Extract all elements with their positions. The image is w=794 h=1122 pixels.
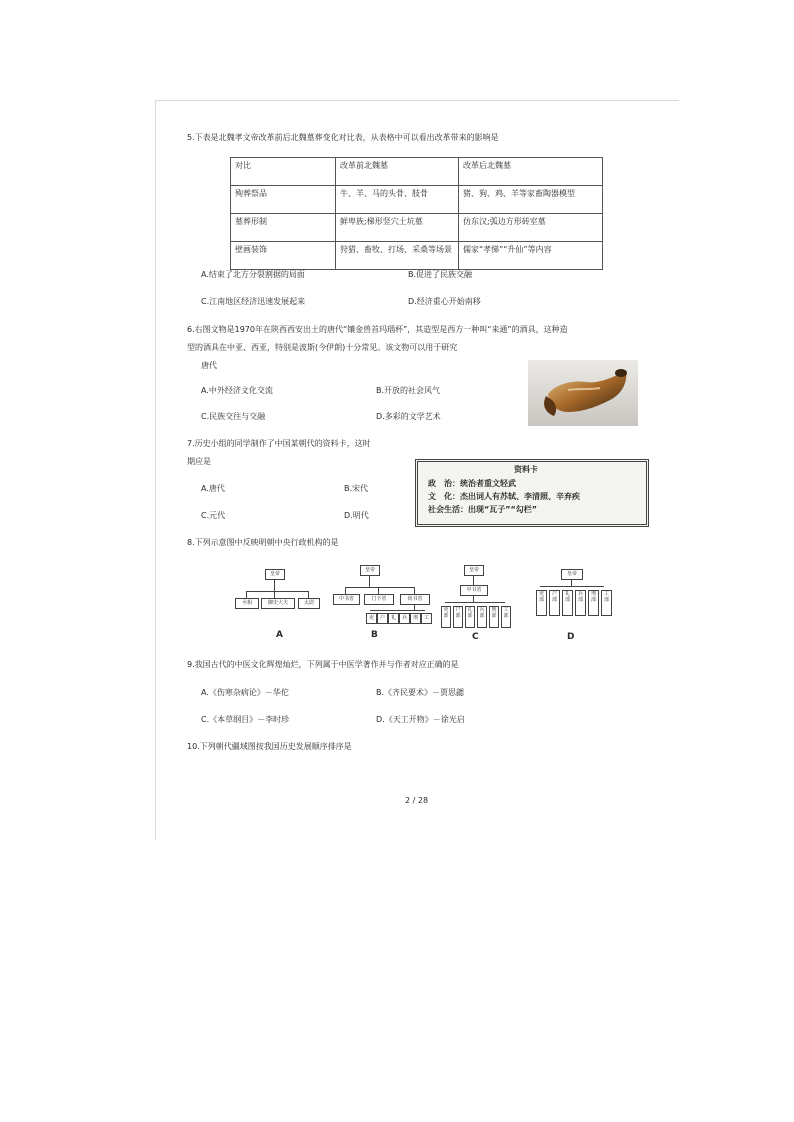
table-cell: 狩猎、畜牧、打场、采桑等场景 — [336, 242, 459, 270]
diagram-box: 丞相 — [235, 598, 259, 609]
page-edge — [155, 100, 679, 101]
table-cell: 壁画装饰 — [231, 242, 336, 270]
diagram-box: 皇帝 — [464, 565, 484, 576]
table-cell: 墓葬形制 — [231, 214, 336, 242]
q6-option-b: B.开放的社会风气 — [376, 386, 441, 395]
card-title: 资料卡 — [514, 465, 538, 474]
diagram-box: 兵部 — [575, 590, 586, 616]
table-cell: 对比 — [231, 158, 336, 186]
q5-option-d: D.经济重心开始南移 — [408, 297, 481, 306]
q7-stem: 期应是 — [187, 457, 211, 466]
diagram-box: 吏部 — [536, 590, 547, 616]
diagram-box: 礼 — [388, 613, 399, 624]
diagram-label: B — [371, 630, 378, 640]
diagram-box: 刑 — [410, 613, 421, 624]
q9-option-a: A.《伤寒杂病论》－华佗 — [201, 688, 289, 697]
diagram-box: 尚书省 — [400, 594, 430, 605]
q5-option-a: A.结束了北方分裂割据的局面 — [201, 270, 305, 279]
diagram-box: 太尉 — [298, 598, 320, 609]
q6-stem: 6.右图文物是1970年在陕西西安出土的唐代“镶金兽首玛瑙杯”，其造型是西方一种叫“来通”的酒具，这种造 — [187, 325, 568, 334]
diagram-box: 礼部 — [562, 590, 573, 616]
diagram-box: 刑部 — [588, 590, 599, 616]
diagram-box: 兵 — [399, 613, 410, 624]
q6-option-d: D.多彩的文学艺术 — [376, 412, 441, 421]
q8-stem: 8.下列示意图中反映明朝中央行政机构的是 — [187, 538, 339, 547]
agate-cup-photo — [528, 360, 638, 426]
table-cell: 改革后北魏墓 — [459, 158, 603, 186]
q7-stem: 7.历史小组的同学制作了中国某朝代的资料卡，这时 — [187, 439, 371, 448]
q5-compare-table — [230, 157, 603, 270]
q9-option-d: D.《天工开物》－徐光启 — [376, 715, 465, 724]
diagram-box: 户部 — [549, 590, 560, 616]
data-card — [415, 459, 649, 527]
q7-option-d: D.明代 — [344, 511, 369, 520]
diagram-label: A — [276, 630, 283, 640]
table-row — [231, 158, 603, 186]
card-line: 政 治：统治者重文轻武 — [428, 479, 516, 488]
diagram-box: 御史大夫 — [261, 598, 295, 609]
diagram-box: 礼部 — [465, 606, 475, 628]
q9-stem: 9.我国古代的中医文化辉煌灿烂，下列属于中医学著作并与作者对应正确的是 — [187, 660, 459, 669]
table-row — [231, 214, 603, 242]
diagram-box: 户部 — [453, 606, 463, 628]
diagram-label: C — [472, 632, 479, 642]
diagram-box: 吏 — [366, 613, 377, 624]
diagram-box: 兵部 — [477, 606, 487, 628]
q5-stem: 5.下表是北魏孝文帝改革前后北魏墓葬变化对比表，从表格中可以看出改革带来的影响是 — [187, 133, 499, 142]
table-cell: 仿东汉;弧边方形砖室墓 — [459, 214, 603, 242]
table-cell: 改革前北魏墓 — [336, 158, 459, 186]
table-row — [231, 242, 603, 270]
diagram-box: 中书省 — [333, 594, 360, 605]
table-cell: 儒家“孝悌”“升仙”等内容 — [459, 242, 603, 270]
card-line: 社会生活：出现“瓦子”“勾栏” — [428, 505, 538, 514]
q7-option-a: A.唐代 — [201, 484, 225, 493]
q10-stem: 10.下列朝代疆域图按我国历史发展顺序排序是 — [187, 742, 352, 751]
diagram-box: 工部 — [501, 606, 511, 628]
table-cell: 牛、羊、马的头骨、肢骨 — [336, 186, 459, 214]
page-edge — [155, 100, 156, 840]
table-cell: 猪、狗、鸡、羊等家畜陶器模型 — [459, 186, 603, 214]
q6-option-a: A.中外经济文化交流 — [201, 386, 273, 395]
q9-option-b: B.《齐民要术》－贾思勰 — [376, 688, 465, 697]
q9-option-c: C.《本草纲目》－李时珍 — [201, 715, 290, 724]
diagram-box: 皇帝 — [265, 569, 285, 580]
q7-option-c: C.元代 — [201, 511, 226, 520]
diagram-box: 户 — [377, 613, 388, 624]
q6-stem: 型的酒具在中亚、西亚，特别是波斯(今伊朗)十分常见。该文物可以用于研究 — [187, 343, 458, 352]
diagram-box: 吏部 — [441, 606, 451, 628]
diagram-box: 刑部 — [489, 606, 499, 628]
diagram-box: 工 — [421, 613, 432, 624]
diagram-label: D — [567, 632, 575, 642]
table-cell: 殉葬祭品 — [231, 186, 336, 214]
page-number: 2 / 28 — [405, 796, 429, 805]
table-cell: 鲜卑族;梯形竖穴土坑墓 — [336, 214, 459, 242]
diagram-box: 皇帝 — [360, 565, 380, 576]
q5-option-c: C.江南地区经济迅速发展起来 — [201, 297, 306, 306]
card-line: 文 化：杰出词人有苏轼、李清照、辛弃疾 — [428, 492, 580, 501]
table-row — [231, 186, 603, 214]
diagram-box: 中书省 — [460, 585, 488, 596]
q5-option-b: B.促进了民族交融 — [408, 270, 473, 279]
diagram-box: 门下省 — [364, 594, 394, 605]
q6-stem: 唐代 — [201, 361, 217, 370]
diagram-box: 皇帝 — [561, 569, 583, 580]
diagram-box: 工部 — [601, 590, 612, 616]
q6-option-c: C.民族交往与交融 — [201, 412, 266, 421]
q7-option-b: B.宋代 — [344, 484, 369, 493]
